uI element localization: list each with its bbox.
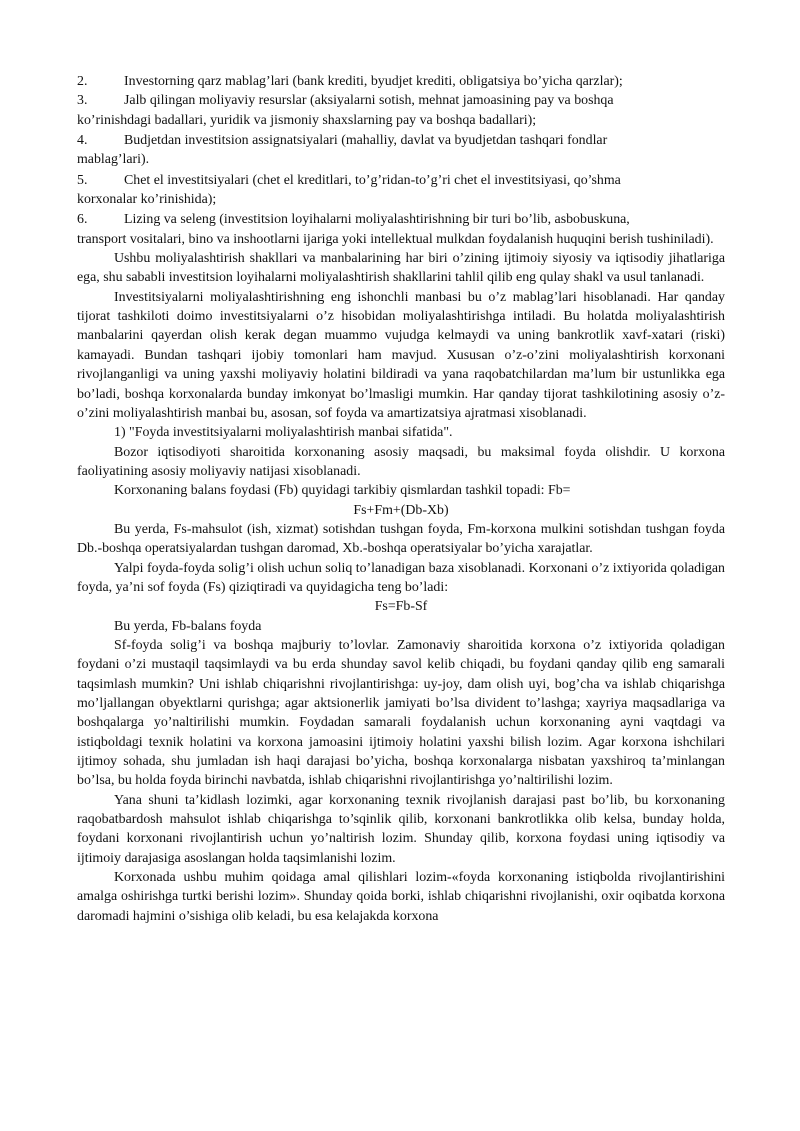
paragraph: Investitsiyalarni moliyalashtirishning eng ishonchli manbasi bu o’z mablag’lari hisoblanadi. Har qanday tijorat tashkiloti doimo investitsiyalarni o’z hisobidan moliyalashtirishga intiladi. Bu holatda moliyalashtirish manbalarini qayerdan olish kerak degan muammo vujudga kelmaydi va uning bankrotlik xavf-xatari (riski) kamayadi. Bundan tashqari ijobiy tomonlari ham mavjud. Xususan o’z-o’zini moliyalashtirish korxonani rivojlanganligi va uning yaxshi moliyaviy holatini bildiradi va yana raqobatchilardan ma’lum bir ustunlikka ega bo’ladi, boshqa korxonalarda bunday imkonyat bo’lmasligi mumkin. Har qanday tijorat tashkilotining asosiy o’z-o’zini moliyalashtirish manbai bu, asosan, sof foyda va amartizatsiya ajratmasi xisoblanadi. [77, 289, 725, 421]
numbered-list [77, 72, 725, 249]
list-item [77, 131, 725, 150]
list-number: 4. [77, 133, 88, 149]
list-text: Lizing va seleng (investitsion loyihalarni moliyalashtirishning bir turi bo’lib, asbobuskuna, [124, 212, 630, 228]
list-item [77, 210, 725, 229]
list-text-continuation: transport vositalari, bino va inshootlarni ijariga yoki intellektual mulkdan foydalanish huquqini berish tushiniladi). [77, 231, 714, 247]
list-number: 2. [77, 74, 88, 89]
paragraph: Korxonada ushbu muhim qoidaga amal qilishlari lozim-«foyda korxonaning istiqbolda rivojlantirishini amalga oshirishga turtki berishi lozim». Shunday qoida borki, ishlab chiqarishni rivojlanishi, oxir oqibatda korxona daromadi hajmini o’sishiga olib keladi, bu esa kelajakda korxona [77, 870, 725, 924]
list-text: Jalb qilingan moliyaviy resurslar (aksiyalarni sotish, mehnat jamoasining pay va boshqa [124, 93, 614, 109]
list-text-continuation: korxonalar ko’rinishida); [77, 192, 217, 208]
list-number: 3. [77, 93, 88, 109]
paragraph: Yana shuni ta’kidlash lozimki, agar korxonaning texnik rivojlanish darajasi past bo’lib, bu korxonaning raqobatbardosh mahsulot ishlab chiqarishga to’sqinlik qilib, korxonani bankrotlikka olib kelsa, bunday holda, foydani korxonani rivojlantirish uchun yo’naltirish lozim. Shunday qilib, korxona foydasi uning iqtisodiy va ijtimoiy darajasiga asoslangan holda taqsimlanishi lozim. [77, 792, 725, 866]
formula: Fs+Fm+(Db-Xb) [353, 502, 449, 518]
list-text-continuation: ko’rinishdagi badallari, yuridik va jismoniy shaxslarning pay va boshqa badallari); [77, 112, 537, 128]
list-text: Investorning qarz mablag’lari (bank krediti, byudjet krediti, obligatsiya bo’yicha qarzlar); [124, 74, 623, 89]
paragraph: Sf-foyda solig’i va boshqa majburiy to’lovlar. Zamonaviy sharoitida korxona o’z ixtiyorida qoladigan foydani o’zi mustaqil taqsimlaydi va bu erda shunday savol kelib chiqadi, bu foydani qanday qilib eng samarali taqsimlash mumkin? Uni ishlab chiqarishni rivojlantirishga: uy-joy, dam olish uyi, bog’cha va ishlab chiqarishga mo’ljallangan obyektlarni qurishga; agar aktsionerlik jamiyati bo’lsa divident to’lashga; xayriya maqsadlariga va boshqalarga yo’naltirilishi mumkin. Foydadan samarali foydalanish uchun korxonaning ayni vaqtdagi va istiqboldagi texnik holatini va korxona jamoasini ijtimoiy holatini yaxshi bilish lozim. Agar korxona ishchilari ijtimoy sohada, shu jumladan ish haqi darajasi bo’yicha, boshqa korxonalarga nisbatan yaxshiroq ta’minlangan bo’lsa, bu holda foyda birinchi navbatda, ishlab chiqarishni rivojlantirishga yo’naltirilishi lozim. [77, 637, 725, 789]
paragraph: Yalpi foyda-foyda solig’i olish uchun soliq to’lanadigan baza xisoblanadi. Korxonani o’z ixtiyorida qoladigan foyda, ya’ni sof foyda (Fs) qiziqtiradi va quyidagicha teng bo’ladi: [77, 560, 725, 595]
paragraph: Korxonaning balans foydasi (Fb) quyidagi tarkibiy qismlardan tashkil topadi: Fb= [114, 483, 571, 499]
section-heading: 1) "Foyda investitsiyalarni moliyalashtirish manbai sifatida". [114, 425, 453, 441]
paragraph: Bu yerda, Fs-mahsulot (ish, xizmat) sotishdan tushgan foyda, Fm-korxona mulkini sotishdan tushgan foyda Db.-boshqa operatsiyalardan tushgan daromad, Xb.-boshqa operatsiyalar bo’yicha xarajatlar. [77, 521, 725, 557]
list-number: 6. [77, 212, 88, 228]
formula: Fs=Fb-Sf [374, 599, 428, 615]
list-number: 5. [77, 172, 88, 188]
paragraph: Bozor iqtisodiyoti sharoitida korxonaning asosiy maqsadi, bu maksimal foyda olishdir. U korxona faoliyatining asosiy moliyaviy natijasi xisoblanadi. [77, 444, 725, 479]
document-page [77, 72, 725, 926]
list-item [77, 91, 725, 110]
list-text: Budjetdan investitsion assignatsiyalari (mahalliy, davlat va byudjetdan tashqari fondlar [124, 133, 608, 149]
paragraph: Bu yerda, Fb-balans foyda [114, 618, 262, 634]
list-item [77, 72, 725, 91]
list-text-continuation: mablag’lari). [77, 152, 150, 168]
paragraph: Ushbu moliyalashtirish shakllari va manbalarining har biri o’zining ijtimoiy siyosiy va iqtisodiy jihatlariga ega, shu sababli investitsion loyihalarni moliyalashtirish shakllarini tahlil qilib eng qulay shakl va usul tanlanadi. [77, 251, 725, 286]
list-text: Chet el investitsiyalari (chet el kreditlari, to’g’ridan-to’g’ri chet el investitsiyasi, qo’shma [124, 172, 621, 188]
list-item [77, 171, 725, 190]
